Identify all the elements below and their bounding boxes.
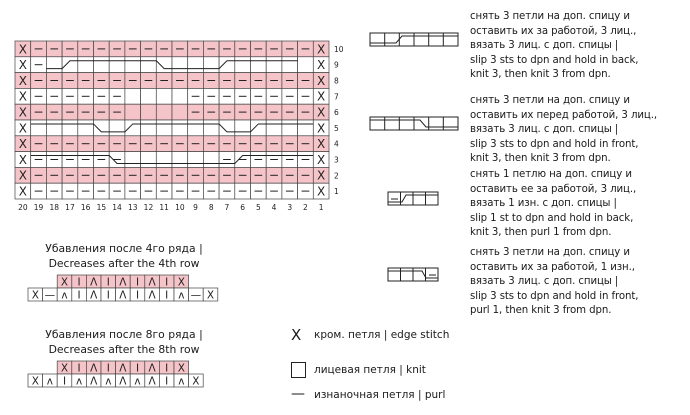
chart-cell xyxy=(125,152,141,168)
cable-desc-1-ru-3: вязать 3 лиц. с доп. спицы | xyxy=(470,40,619,52)
chart-cell xyxy=(78,120,94,136)
chart-cell xyxy=(235,120,251,136)
column-label: 8 xyxy=(208,203,214,212)
edge-stitch-mark: X xyxy=(317,121,326,136)
chart-cell xyxy=(298,57,314,73)
column-label: 3 xyxy=(287,203,293,212)
edge-stitch-mark: X xyxy=(18,168,27,183)
decrease-stitch: ʌ xyxy=(46,375,54,388)
legend-knit: лицевая петля | knit xyxy=(288,360,488,380)
edge-stitch-mark: X xyxy=(317,152,326,167)
column-label: 11 xyxy=(159,203,169,212)
column-label: 14 xyxy=(112,203,122,212)
decrease-stitch: — xyxy=(44,289,56,302)
decrease-stitch: I xyxy=(135,276,140,289)
legend-edge-ru: кром. петля xyxy=(314,329,381,341)
decrease-stitch: I xyxy=(135,362,140,375)
chart-cell xyxy=(62,57,78,73)
chart-cell xyxy=(203,120,219,136)
decrease-stitch: ʌ xyxy=(105,375,112,388)
row-label: 9 xyxy=(334,60,339,70)
chart-cell xyxy=(203,152,219,168)
row-label: 3 xyxy=(334,155,339,165)
cable-desc-4-en-2: purl 1, then knit 3 from dpn. xyxy=(470,305,612,317)
decrease2-title-en: Decreases after the 8th row xyxy=(48,343,200,356)
legend-knit-ru: лицевая петля xyxy=(314,364,396,376)
column-label: 9 xyxy=(193,203,198,212)
decrease-stitch: I xyxy=(106,289,110,302)
edge-stitch-mark: X xyxy=(317,42,326,57)
cable-desc-1 xyxy=(470,10,685,83)
edge-stitch-mark: X xyxy=(317,58,326,73)
edge-stitch-mark: X xyxy=(317,105,326,120)
decrease-stitch: I xyxy=(62,375,67,388)
column-label: 6 xyxy=(240,203,246,212)
column-label: 17 xyxy=(65,203,75,212)
chart-cell xyxy=(109,57,125,73)
x-icon: X xyxy=(291,326,302,344)
chart-cell xyxy=(141,88,157,104)
chart-cell xyxy=(172,104,188,120)
column-label: 1 xyxy=(318,203,324,212)
chart-cell xyxy=(141,120,157,136)
chart-cell xyxy=(282,57,298,73)
row-label: 5 xyxy=(334,123,339,133)
chart-cell xyxy=(156,88,172,104)
decrease-stitch: — xyxy=(190,289,202,302)
chart-cell xyxy=(219,57,235,73)
decrease-stitch: X xyxy=(177,362,185,375)
column-label: 4 xyxy=(271,203,277,212)
decrease-stitch: Λ xyxy=(90,289,98,302)
cable-desc-4-ru-1: снять 3 петли на доп. спицу и xyxy=(470,247,630,258)
chart-cell xyxy=(156,104,172,120)
decrease-stitch: ʌ xyxy=(61,289,68,302)
cable-desc-4-ru-2: оставить их за работой, 1 изн., xyxy=(470,261,635,273)
edge-stitch-mark: X xyxy=(317,137,326,152)
decrease-stitch: Λ xyxy=(148,362,156,375)
chart-cell xyxy=(62,120,78,136)
decrease-stitch: I xyxy=(106,362,110,375)
cable-symbol-1 xyxy=(366,28,466,52)
decrease-stitch: I xyxy=(77,289,81,302)
edge-stitch-mark: X xyxy=(18,137,27,152)
column-label: 20 xyxy=(18,203,28,212)
cable-desc-1-en-1: slip 3 sts to dpn and hold in back, xyxy=(470,54,639,66)
chart-cell xyxy=(46,57,62,73)
cable-desc-3-ru-2: оставить ее за работой, 3 лиц., xyxy=(470,183,637,195)
decrease1-title-en: Decreases after the 4th row xyxy=(48,257,200,270)
row-label: 2 xyxy=(334,171,339,181)
decrease2-chart xyxy=(20,359,250,399)
cable-desc-1-en-2: knit 3, then knit 3 from dpn. xyxy=(470,69,611,81)
row-label: 1 xyxy=(334,187,339,197)
decrease-stitch: ʌ xyxy=(75,375,83,388)
edge-stitch-mark: X xyxy=(18,121,27,136)
cable-desc-3-ru-1: снять 1 петлю на доп. спицу и xyxy=(470,169,632,180)
column-label: 16 xyxy=(80,203,91,212)
chart-cell xyxy=(141,152,157,168)
legend xyxy=(288,326,488,411)
row-label: 6 xyxy=(334,108,339,118)
decrease-stitch: Λ xyxy=(148,276,156,289)
decrease-stitch: I xyxy=(165,276,169,289)
chart-cell xyxy=(266,120,282,136)
column-label: 5 xyxy=(255,203,261,212)
edge-stitch-mark: X xyxy=(18,89,27,104)
column-label: 15 xyxy=(96,203,107,212)
decrease-stitch: Λ xyxy=(119,375,127,388)
legend-purl-en: purl xyxy=(424,389,446,401)
legend-edge-stitch: X кром. петля | edge stitch xyxy=(291,326,450,344)
cable-desc-3 xyxy=(470,168,685,241)
chart-cell xyxy=(94,120,110,136)
chart-cell xyxy=(188,152,204,168)
cable-desc-1-ru-1: снять 3 петли на доп. спицу и xyxy=(470,11,630,22)
chart-cell xyxy=(251,57,267,73)
cable-desc-2-ru-2: оставить их перед работой, 3 лиц., xyxy=(470,109,657,121)
edge-stitch-mark: X xyxy=(317,168,326,183)
dash-icon: — xyxy=(291,386,305,402)
decrease-stitch: X xyxy=(206,289,215,302)
chart-cell xyxy=(219,120,235,136)
chart-cell xyxy=(203,57,219,73)
edge-stitch-mark: X xyxy=(317,73,326,88)
decrease-stitch: Λ xyxy=(90,276,98,289)
edge-stitch-mark: X xyxy=(18,152,27,167)
edge-stitch-mark: X xyxy=(18,73,27,88)
legend-purl: — изнаночная петля | purl xyxy=(291,386,446,402)
chart-cell xyxy=(125,57,141,73)
cable-desc-2-en-2: knit 3, then knit 3 from dpn. xyxy=(470,153,611,165)
decrease-stitch: Λ xyxy=(119,289,127,302)
decrease-stitch: ʌ xyxy=(134,375,141,388)
chart-cell xyxy=(156,57,172,73)
chart-cell xyxy=(141,104,157,120)
column-label: 12 xyxy=(143,203,154,212)
decrease1-title-ru: Убавления после 4го ряда | xyxy=(45,242,203,255)
chart-cell xyxy=(156,120,172,136)
chart-cell xyxy=(282,120,298,136)
decrease-stitch: I xyxy=(135,289,140,302)
legend-purl-ru: изнаночная петля xyxy=(314,389,415,401)
row-label: 7 xyxy=(334,92,339,102)
chart-cell xyxy=(172,57,188,73)
cable-desc-3-ru-3: вязать 1 изн. с доп. спицы | xyxy=(470,198,617,210)
chart-cell xyxy=(188,57,204,73)
chart-cell xyxy=(298,120,314,136)
chart-cell xyxy=(46,120,62,136)
decrease-stitch: Λ xyxy=(119,362,127,375)
decrease2-title xyxy=(14,327,234,357)
cable-desc-4-ru-3: вязать 3 лиц. с доп. спицы | xyxy=(470,276,619,288)
edge-stitch-mark: X xyxy=(317,184,326,199)
edge-stitch-mark: X xyxy=(18,58,27,73)
cable-symbol-2 xyxy=(366,112,466,136)
cable-desc-3-en-1: slip 1 st to dpn and hold in back, xyxy=(470,212,634,224)
empty-square-icon xyxy=(291,362,306,378)
decrease-stitch: I xyxy=(77,362,81,375)
decrease-stitch: Λ xyxy=(148,289,156,302)
legend-edge-en: edge stitch xyxy=(390,329,450,341)
column-label: 7 xyxy=(224,203,230,212)
chart-cell xyxy=(94,57,110,73)
chart-cell xyxy=(266,57,282,73)
legend-knit-en: knit xyxy=(406,364,426,376)
chart-cell xyxy=(235,57,251,73)
decrease-stitch: X xyxy=(31,375,39,388)
cable-desc-4-en-1: slip 3 sts to dpn and hold in front, xyxy=(470,290,639,302)
cable-desc-2 xyxy=(470,94,685,167)
chart-cell xyxy=(78,57,94,73)
cable-desc-2-ru-1: снять 3 петли на доп. спицу и xyxy=(470,95,630,106)
cable-desc-1-ru-2: оставить их за работой, 3 лиц., xyxy=(470,25,637,37)
chart-cell xyxy=(172,152,188,168)
cable-desc-3-en-2: knit 3, then purl 1 from dpn. xyxy=(470,227,612,239)
chart-cell xyxy=(109,120,125,136)
chart-cell xyxy=(125,88,141,104)
edge-stitch-mark: X xyxy=(18,184,27,199)
decrease-stitch: X xyxy=(60,362,69,375)
decrease-stitch: I xyxy=(165,289,169,302)
decrease-stitch: ʌ xyxy=(178,375,185,388)
cable-symbol-3 xyxy=(384,187,444,211)
column-label: 10 xyxy=(175,203,185,212)
chart-cell xyxy=(188,120,204,136)
chart-cell xyxy=(31,120,47,136)
decrease-stitch: I xyxy=(165,362,169,375)
decrease-stitch: X xyxy=(177,276,185,289)
chart-cell xyxy=(156,152,172,168)
chart-cell xyxy=(172,88,188,104)
decrease2-title-ru: Убавления после 8го ряда | xyxy=(45,328,203,341)
main-chart xyxy=(0,0,360,220)
decrease-stitch: I xyxy=(77,276,81,289)
decrease1-title xyxy=(14,241,234,271)
column-label: 2 xyxy=(303,203,308,212)
cable-symbol-4 xyxy=(384,263,444,287)
decrease-stitch: Λ xyxy=(119,276,127,289)
chart-cell xyxy=(141,57,157,73)
cable-desc-2-en-1: slip 3 sts to dpn and hold in front, xyxy=(470,138,639,150)
decrease-stitch: Λ xyxy=(148,375,156,388)
decrease1-chart xyxy=(20,273,250,307)
row-label: 8 xyxy=(334,76,339,86)
chart-cell xyxy=(251,120,267,136)
cable-desc-2-ru-3: вязать 3 лиц. с доп. спицы | xyxy=(470,124,619,136)
row-label: 4 xyxy=(334,139,339,149)
chart-cell xyxy=(125,104,141,120)
decrease-stitch: ʌ xyxy=(178,289,185,302)
decrease-stitch: X xyxy=(192,375,200,388)
column-label: 18 xyxy=(49,203,60,212)
decrease-stitch: I xyxy=(106,276,110,289)
column-label: 19 xyxy=(33,203,44,212)
decrease-stitch: I xyxy=(165,375,169,388)
edge-stitch-mark: X xyxy=(18,105,27,120)
decrease-stitch: X xyxy=(31,289,39,302)
edge-stitch-mark: X xyxy=(18,42,27,57)
edge-stitch-mark: X xyxy=(317,89,326,104)
chart-cell xyxy=(172,120,188,136)
decrease-stitch: X xyxy=(60,276,69,289)
column-label: 13 xyxy=(127,203,138,212)
chart-cell xyxy=(125,120,141,136)
decrease-stitch: Λ xyxy=(90,375,98,388)
decrease-stitch: Λ xyxy=(90,362,98,375)
row-label: 10 xyxy=(334,44,344,54)
cable-desc-4 xyxy=(470,246,685,319)
